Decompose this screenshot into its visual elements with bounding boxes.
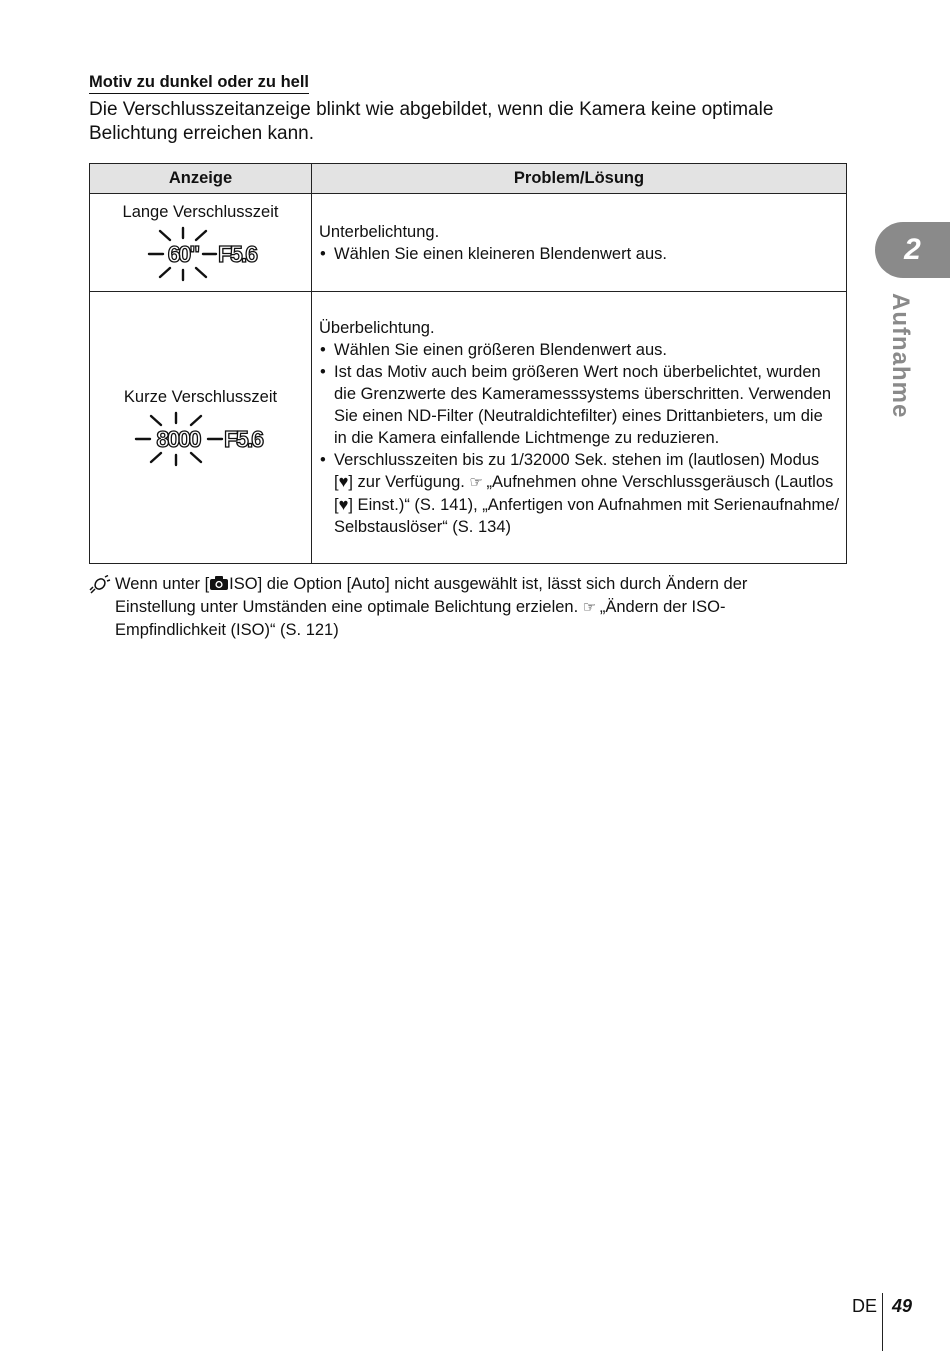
bullet-text: ] Einst.)“ (S. 141), „Anfertigen von Aufnahmen mit Serienaufnahme/ Selbstauslöser“ (S. 134) [334,496,840,536]
table-row [90,292,847,564]
display-cell-long [90,194,312,292]
header-problem-solution: Problem/Lösung [312,164,847,194]
hint-bulb-icon [89,575,111,595]
page-number: 49 [892,1296,913,1316]
solution-bullet [319,449,840,538]
display-label-short: Kurze Verschlusszeit [123,387,278,406]
footer-divider [882,1293,883,1351]
chapter-number-tab: 2 [875,222,950,278]
camera-icon [209,575,229,591]
solution-bullet: • Wählen Sie einen größeren Blendenwert aus. [319,339,840,361]
hint-text-1: Wenn unter [ [115,575,210,593]
hint-note [89,573,829,642]
solution-title-overexposure: Überbelichtung. [319,319,435,337]
solution-cell-overexposure [312,292,847,564]
intro-text: Die Verschlusszeitanzeige blinkt wie abgebildet, wenn die Kamera keine optimale Belichtung erreichen kann. [89,99,774,144]
display-aperture-short: F5.6 [223,425,262,452]
footer-language: DE [852,1296,878,1316]
reference-hand-icon: ☞ [469,474,482,491]
table-row [90,194,847,292]
solution-bullet: • Wählen Sie einen kleineren Blendenwert aus. [319,243,840,265]
hint-iso-label: ISO [229,575,258,593]
solution-title-underexposure: Unterbelichtung. [319,222,440,241]
silent-heart-icon: ♥ [338,496,349,514]
display-aperture-long: F5.6 [217,240,256,267]
chapter-label: Aufnahme [887,293,914,419]
display-label-long: Lange Verschlusszeit [122,202,279,221]
display-cell-short [90,292,312,564]
hint-text-3: „Ändern der ISO-Empfindlichkeit (ISO)“ (S. 121) [115,597,726,639]
hint-text-2: ] die Option [Auto] nicht ausgewählt ist, lässt sich durch Ändern der Einstellung unter Umständen eine optimale Belichtung erzielen. [115,575,748,616]
solution-bullet: • Ist das Motiv auch beim größeren Wert noch überbelichtet, wurden die Grenzwerte des Kameramesssystems überschritten. Verwenden Sie einen ND-Filter (Neutraldichtefilter) eines Drittanbieters, um die in die Kamera einfallende Lichtmenge zu reduzieren. [319,361,840,449]
solution-cell-underexposure [312,194,847,292]
display-value-short: 8000 [155,425,200,452]
display-value-long: 60" [167,240,198,267]
silent-heart-icon: ♥ [338,473,349,491]
bullet-text: „Aufnehmen ohne Verschlussgeräusch (Lautlos [ [334,473,834,514]
blinking-shutter-display-icon [131,223,271,285]
blinking-shutter-display-icon [131,408,271,470]
bullet-text: Verschlusszeiten bis zu 1/32000 Sek. stehen im (lautlosen) Modus [ [334,451,820,491]
problem-table [89,163,847,564]
section-heading: Motiv zu dunkel oder zu hell [89,72,309,94]
reference-hand-icon: ☞ [582,598,596,616]
header-display: Anzeige [90,164,312,194]
table-header-row [90,164,847,194]
bullet-text: ] zur Verfügung. [348,473,465,491]
